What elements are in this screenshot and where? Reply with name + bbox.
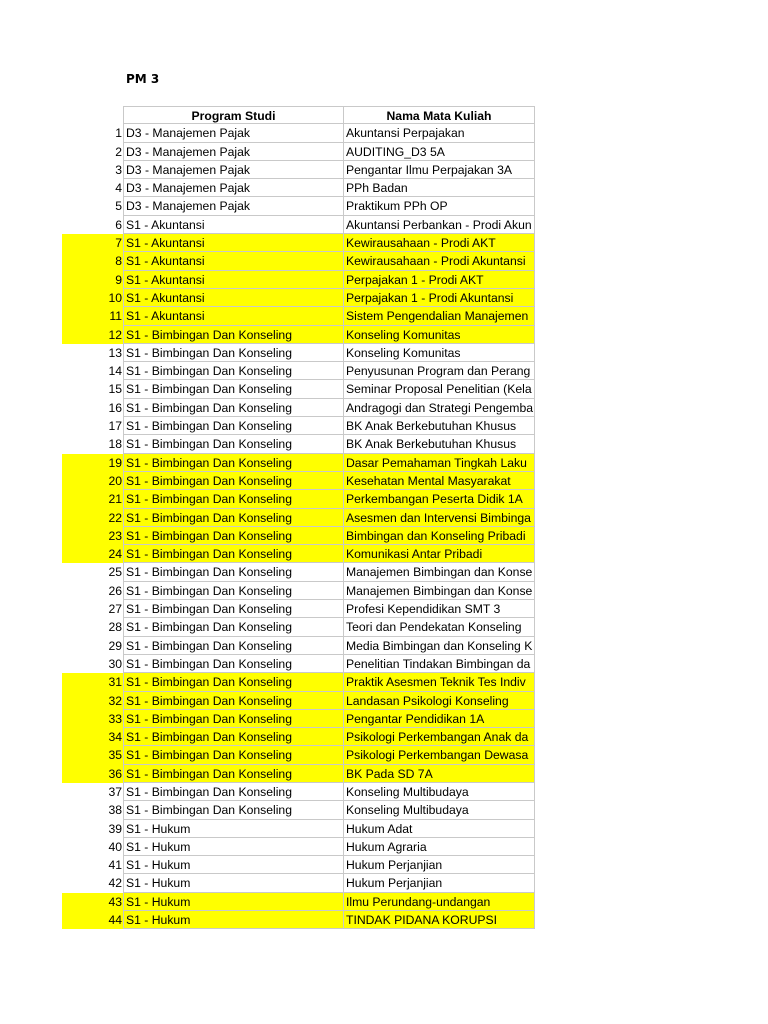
row-number-cell: 9 xyxy=(115,272,122,287)
row-number-cell: 11 xyxy=(109,309,122,324)
table-row xyxy=(62,124,535,142)
table-row xyxy=(62,362,535,380)
program-studi-cell: S1 - Bimbingan Dan Konseling xyxy=(123,417,343,435)
row-number-cell: 1 xyxy=(115,126,122,141)
row-number-cell: 33 xyxy=(108,711,122,726)
row-number-cell: 29 xyxy=(108,638,122,653)
table-row xyxy=(62,472,535,490)
program-studi-cell: D3 - Manajemen Pajak xyxy=(123,143,343,161)
table-row xyxy=(62,454,535,472)
row-number-cell: 43 xyxy=(108,894,122,909)
program-studi-cell: S1 - Bimbingan Dan Konseling xyxy=(123,692,343,710)
table-row xyxy=(62,380,535,398)
row-number-cell: 31 xyxy=(108,675,122,690)
nama-mata-kuliah-cell: Ilmu Perundang-undangan xyxy=(343,893,535,911)
table-row xyxy=(62,637,535,655)
nama-mata-kuliah-cell: Dasar Pemahaman Tingkah Laku xyxy=(343,454,535,472)
nama-mata-kuliah-cell: Kewirausahaan - Prodi Akuntansi xyxy=(343,252,535,270)
row-number-cell: 22 xyxy=(108,510,122,525)
nama-mata-kuliah-cell: Hukum Adat xyxy=(343,820,535,838)
program-studi-cell: S1 - Bimbingan Dan Konseling xyxy=(123,399,343,417)
program-studi-cell: S1 - Bimbingan Dan Konseling xyxy=(123,600,343,618)
program-studi-cell: S1 - Bimbingan Dan Konseling xyxy=(123,618,343,636)
program-studi-cell: S1 - Bimbingan Dan Konseling xyxy=(123,655,343,673)
nama-mata-kuliah-cell: Manajemen Bimbingan dan Konse xyxy=(343,582,535,600)
table-row xyxy=(62,344,535,362)
nama-mata-kuliah-cell: Penyusunan Program dan Perang xyxy=(343,362,535,380)
program-studi-cell: S1 - Akuntansi xyxy=(123,307,343,325)
program-studi-cell: S1 - Bimbingan Dan Konseling xyxy=(123,801,343,819)
table-row xyxy=(62,618,535,636)
nama-mata-kuliah-cell: Hukum Perjanjian xyxy=(343,874,535,892)
nama-mata-kuliah-cell: AUDITING_D3 5A xyxy=(343,143,535,161)
row-number-cell: 17 xyxy=(108,419,122,434)
program-studi-cell: S1 - Bimbingan Dan Konseling xyxy=(123,490,343,508)
nama-mata-kuliah-cell: Profesi Kependidikan SMT 3 xyxy=(343,600,535,618)
program-studi-cell: S1 - Bimbingan Dan Konseling xyxy=(123,545,343,563)
nama-mata-kuliah-cell: Psikologi Perkembangan Anak da xyxy=(343,728,535,746)
row-number-cell: 10 xyxy=(108,290,122,305)
table-row xyxy=(62,801,535,819)
program-studi-cell: S1 - Bimbingan Dan Konseling xyxy=(123,380,343,398)
program-studi-cell: D3 - Manajemen Pajak xyxy=(123,179,343,197)
table-row xyxy=(62,765,535,783)
program-studi-cell: S1 - Hukum xyxy=(123,820,343,838)
table-row xyxy=(62,728,535,746)
program-studi-cell: S1 - Bimbingan Dan Konseling xyxy=(123,728,343,746)
nama-mata-kuliah-cell: Landasan Psikologi Konseling xyxy=(343,692,535,710)
nama-mata-kuliah-cell: Konseling Komunitas xyxy=(343,326,535,344)
row-number-cell: 23 xyxy=(108,528,122,543)
table-row xyxy=(62,710,535,728)
row-number-cell: 13 xyxy=(108,345,122,360)
program-studi-cell: S1 - Bimbingan Dan Konseling xyxy=(123,783,343,801)
program-studi-cell: S1 - Akuntansi xyxy=(123,289,343,307)
nama-mata-kuliah-cell: Psikologi Perkembangan Dewasa xyxy=(343,746,535,764)
table-row xyxy=(62,856,535,874)
nama-mata-kuliah-cell: BK Anak Berkebutuhan Khusus xyxy=(343,435,535,453)
table-row xyxy=(62,435,535,453)
table-row xyxy=(62,746,535,764)
row-number-cell: 19 xyxy=(108,455,122,470)
program-studi-cell: S1 - Akuntansi xyxy=(123,271,343,289)
row-number-cell: 30 xyxy=(108,656,122,671)
nama-mata-kuliah-cell: Konseling Multibudaya xyxy=(343,801,535,819)
table-row xyxy=(62,600,535,618)
nama-mata-kuliah-cell: Akuntansi Perbankan - Prodi Akun xyxy=(343,216,535,234)
row-number-cell: 34 xyxy=(108,730,122,745)
nama-mata-kuliah-cell: Hukum Agraria xyxy=(343,838,535,856)
nama-mata-kuliah-cell: Asesmen dan Intervensi Bimbinga xyxy=(343,509,535,527)
course-table xyxy=(62,106,535,929)
row-number-cell: 14 xyxy=(108,364,122,379)
table-row xyxy=(62,692,535,710)
nama-mata-kuliah-cell: Sistem Pengendalian Manajemen xyxy=(343,307,535,325)
program-studi-cell: S1 - Bimbingan Dan Konseling xyxy=(123,765,343,783)
program-studi-cell: S1 - Bimbingan Dan Konseling xyxy=(123,454,343,472)
program-studi-cell: S1 - Bimbingan Dan Konseling xyxy=(123,435,343,453)
row-number-cell: 24 xyxy=(108,547,122,562)
nama-mata-kuliah-cell: Perpajakan 1 - Prodi Akuntansi xyxy=(343,289,535,307)
nama-mata-kuliah-cell: Perkembangan Peserta Didik 1A xyxy=(343,490,535,508)
table-row xyxy=(62,216,535,234)
program-studi-cell: D3 - Manajemen Pajak xyxy=(123,124,343,142)
table-row xyxy=(62,326,535,344)
table-row xyxy=(62,509,535,527)
nama-mata-kuliah-cell: Pengantar Pendidikan 1A xyxy=(343,710,535,728)
nama-mata-kuliah-cell: Konseling Komunitas xyxy=(343,344,535,362)
nama-mata-kuliah-cell: Praktik Asesmen Teknik Tes Indiv xyxy=(343,673,535,691)
table-row xyxy=(62,563,535,581)
nama-mata-kuliah-cell: Pengantar Ilmu Perpajakan 3A xyxy=(343,161,535,179)
program-studi-header: Program Studi xyxy=(123,106,343,124)
table-row xyxy=(62,252,535,270)
program-studi-cell: D3 - Manajemen Pajak xyxy=(123,161,343,179)
table-row xyxy=(62,545,535,563)
row-number-cell: 7 xyxy=(115,236,122,251)
row-number-cell: 16 xyxy=(108,400,122,415)
nama-mata-kuliah-header: Nama Mata Kuliah xyxy=(343,106,535,124)
row-number-cell: 15 xyxy=(108,382,122,397)
program-studi-cell: S1 - Bimbingan Dan Konseling xyxy=(123,344,343,362)
row-number-cell: 20 xyxy=(108,473,122,488)
row-number-cell: 26 xyxy=(108,583,122,598)
table-row xyxy=(62,874,535,892)
row-number-cell: 41 xyxy=(108,858,122,873)
program-studi-cell: S1 - Bimbingan Dan Konseling xyxy=(123,582,343,600)
table-row xyxy=(62,143,535,161)
row-number-cell: 32 xyxy=(108,693,122,708)
row-number-cell: 39 xyxy=(108,821,122,836)
program-studi-cell: S1 - Hukum xyxy=(123,838,343,856)
row-number-cell: 40 xyxy=(108,839,122,854)
nama-mata-kuliah-cell: Konseling Multibudaya xyxy=(343,783,535,801)
row-number-cell: 28 xyxy=(108,620,122,635)
nama-mata-kuliah-cell: Manajemen Bimbingan dan Konse xyxy=(343,563,535,581)
nama-mata-kuliah-cell: Kewirausahaan - Prodi AKT xyxy=(343,234,535,252)
table-row xyxy=(62,161,535,179)
program-studi-cell: S1 - Bimbingan Dan Konseling xyxy=(123,326,343,344)
row-number-cell: 8 xyxy=(115,254,122,269)
table-row xyxy=(62,838,535,856)
program-studi-cell: S1 - Bimbingan Dan Konseling xyxy=(123,637,343,655)
nama-mata-kuliah-cell: Praktikum PPh OP xyxy=(343,197,535,215)
program-studi-cell: S1 - Hukum xyxy=(123,893,343,911)
row-number-cell: 6 xyxy=(115,217,122,232)
table-row xyxy=(62,179,535,197)
table-row xyxy=(62,582,535,600)
nama-mata-kuliah-cell: Bimbingan dan Konseling Pribadi xyxy=(343,527,535,545)
table-header-row xyxy=(62,106,535,124)
row-number-cell: 35 xyxy=(108,748,122,763)
nama-mata-kuliah-cell: Perpajakan 1 - Prodi AKT xyxy=(343,271,535,289)
table-row xyxy=(62,307,535,325)
row-number-cell: 2 xyxy=(115,144,122,159)
program-studi-cell: S1 - Hukum xyxy=(123,856,343,874)
program-studi-cell: S1 - Bimbingan Dan Konseling xyxy=(123,509,343,527)
row-number-cell: 5 xyxy=(115,199,122,214)
table-row xyxy=(62,289,535,307)
program-studi-cell: S1 - Bimbingan Dan Konseling xyxy=(123,472,343,490)
program-studi-cell: S1 - Bimbingan Dan Konseling xyxy=(123,362,343,380)
row-number-cell: 3 xyxy=(115,162,122,177)
row-number-cell: 12 xyxy=(108,327,122,342)
program-studi-cell: S1 - Hukum xyxy=(123,911,343,929)
row-number-cell: 25 xyxy=(108,565,122,580)
row-number-cell: 37 xyxy=(108,784,122,799)
table-row xyxy=(62,417,535,435)
row-number-cell: 18 xyxy=(108,437,122,452)
nama-mata-kuliah-cell: Komunikasi Antar Pribadi xyxy=(343,545,535,563)
table-row xyxy=(62,234,535,252)
program-studi-cell: S1 - Akuntansi xyxy=(123,216,343,234)
program-studi-cell: D3 - Manajemen Pajak xyxy=(123,197,343,215)
program-studi-cell: S1 - Akuntansi xyxy=(123,252,343,270)
table-row xyxy=(62,655,535,673)
nama-mata-kuliah-cell: Akuntansi Perpajakan xyxy=(343,124,535,142)
nama-mata-kuliah-cell: PPh Badan xyxy=(343,179,535,197)
table-row xyxy=(62,911,535,929)
table-row xyxy=(62,783,535,801)
nama-mata-kuliah-cell: Andragogi dan Strategi Pengemba xyxy=(343,399,535,417)
table-row xyxy=(62,893,535,911)
nama-mata-kuliah-cell: Seminar Proposal Penelitian (Kela xyxy=(343,380,535,398)
program-studi-cell: S1 - Bimbingan Dan Konseling xyxy=(123,746,343,764)
program-studi-cell: S1 - Bimbingan Dan Konseling xyxy=(123,710,343,728)
nama-mata-kuliah-cell: Media Bimbingan dan Konseling K xyxy=(343,637,535,655)
row-number-cell: 36 xyxy=(108,766,122,781)
row-number-cell: 42 xyxy=(108,876,122,891)
program-studi-cell: S1 - Bimbingan Dan Konseling xyxy=(123,673,343,691)
table-body xyxy=(62,124,535,929)
program-studi-cell: S1 - Akuntansi xyxy=(123,234,343,252)
nama-mata-kuliah-cell: Teori dan Pendekatan Konseling xyxy=(343,618,535,636)
table-row xyxy=(62,399,535,417)
table-row xyxy=(62,673,535,691)
table-row xyxy=(62,527,535,545)
program-studi-cell: S1 - Bimbingan Dan Konseling xyxy=(123,527,343,545)
row-number-cell: 44 xyxy=(108,913,122,928)
program-studi-cell: S1 - Bimbingan Dan Konseling xyxy=(123,563,343,581)
row-number-header xyxy=(62,106,123,124)
nama-mata-kuliah-cell: TINDAK PIDANA KORUPSI xyxy=(343,911,535,929)
table-row xyxy=(62,197,535,215)
nama-mata-kuliah-cell: Hukum Perjanjian xyxy=(343,856,535,874)
row-number-cell: 21 xyxy=(108,492,122,507)
table-row xyxy=(62,490,535,508)
program-studi-cell: S1 - Hukum xyxy=(123,874,343,892)
row-number-cell: 4 xyxy=(115,181,122,196)
nama-mata-kuliah-cell: Penelitian Tindakan Bimbingan da xyxy=(343,655,535,673)
row-number-cell: 27 xyxy=(108,602,122,617)
row-number-cell: 38 xyxy=(108,803,122,818)
page-title: PM 3 xyxy=(126,72,160,86)
nama-mata-kuliah-cell: BK Anak Berkebutuhan Khusus xyxy=(343,417,535,435)
table-row xyxy=(62,271,535,289)
nama-mata-kuliah-cell: BK Pada SD 7A xyxy=(343,765,535,783)
table-row xyxy=(62,820,535,838)
nama-mata-kuliah-cell: Kesehatan Mental Masyarakat xyxy=(343,472,535,490)
